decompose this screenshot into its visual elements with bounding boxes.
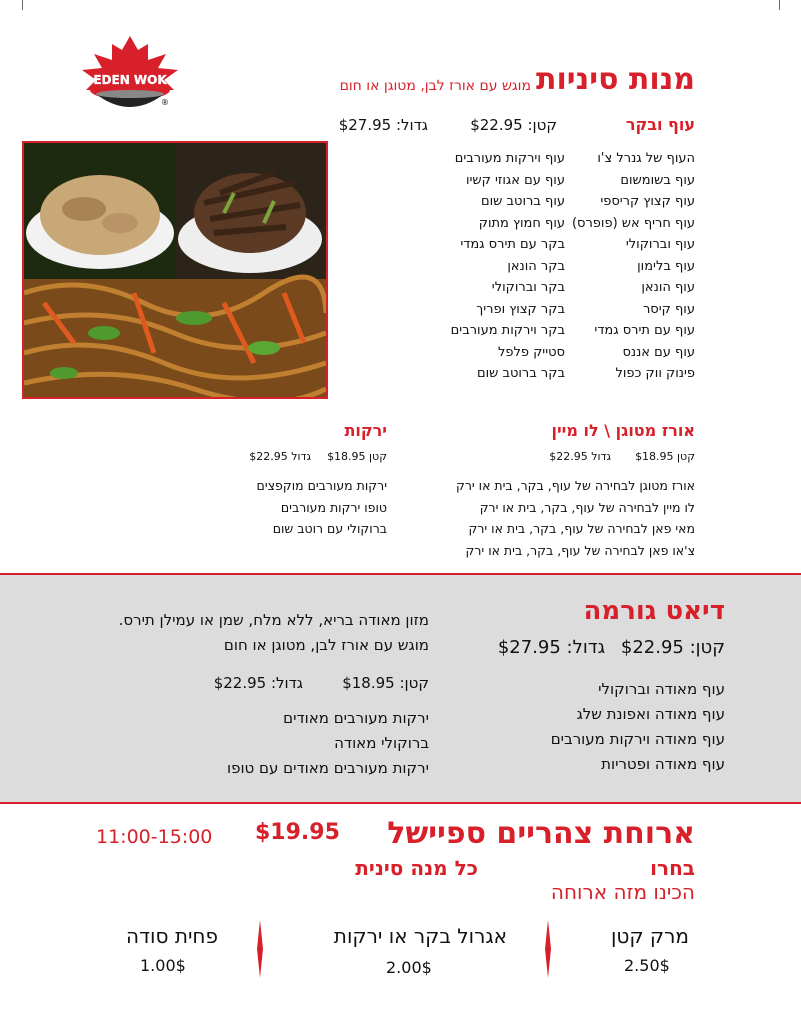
dish-item: עוף בשומשום (620, 172, 695, 188)
lunch-price: $19.95 (255, 820, 340, 845)
fried-rice-small-price: קטן $18.95 (635, 450, 695, 463)
dish-item: בקר וירקות מעורבים (450, 323, 565, 338)
dish-item: עוף עם תירס גמדי (594, 323, 695, 338)
dish-item: העוף של גנרל צ'ו (597, 151, 695, 166)
fried-rice-item: מאי פאן לבחירה של עוף, בקר, בית או ירק (468, 521, 695, 536)
divider-slash (545, 920, 551, 978)
chicken-beef-label: עוף ובקר (625, 115, 695, 134)
diet-veg-list (129, 706, 429, 781)
addon-eggroll-price: 2.00$ (386, 958, 432, 977)
addon-small-soup-price: 2.50$ (624, 956, 670, 975)
fried-rice-item: לו מיין לבחירה של עוף, בקר, בית או ירק (479, 499, 695, 515)
dish-item: עוף וירקות מעורבים (454, 151, 565, 166)
diet-item: עוף מאודה ופטריות (601, 755, 725, 773)
vegetable-item: ירקות מעורבים מוקפצים (256, 478, 387, 493)
lunch-make-meal: הכינו מזה ארוחה (550, 880, 695, 904)
dish-item: בקר עם תירס גמדי (460, 237, 565, 252)
logo-text: EDEN WOK (93, 73, 167, 87)
dish-item: עוף עם אננס (622, 344, 695, 360)
dish-item: פינוק ווק כפול (615, 366, 695, 381)
dish-item: עוף חמוץ מתוק (478, 215, 565, 231)
dish-item: בקר הונאן (507, 258, 565, 274)
chinese-dishes-subtitle: מוגש עם אורז לבן, מטוגן או חום (339, 78, 531, 94)
vegetable-item: ברוקולי עם רוטב שום (272, 521, 387, 536)
diet-description: מזון מאודה בריא, ללא מלח, שמן או עמילן תירס. (118, 611, 429, 629)
diet-veg-item: ירקות מעורבים מאודים (283, 709, 429, 727)
dish-item: עוף הונאן (641, 280, 695, 295)
fried-rice-item: צ'או פאן לבחירה של עוף, בקר, בית או ירק (465, 542, 695, 558)
diet-small-price: קטן: $22.95 (620, 637, 725, 658)
chicken-beef-large-price: גדול: $27.95 (338, 116, 428, 134)
vegetables-small-price: קטן $18.95 (327, 450, 387, 463)
diet-item: עוף מאודה ואפונת שלג (576, 705, 725, 723)
dish-list-left (375, 148, 565, 385)
diet-title: דיאט גורמה (583, 596, 725, 626)
registered-mark: ® (161, 98, 169, 107)
dish-item: בקר וברוקולי (491, 280, 565, 295)
diet-served-with: מוגש עם אורז לבן, מטוגן או חום (223, 636, 429, 654)
dish-item: בקר קצוץ ופריך (476, 301, 565, 317)
diet-list (485, 677, 725, 777)
lunch-any-dish: כל מנה סינית (355, 856, 478, 880)
crop-mark-right (779, 0, 780, 10)
fried-rice-title: אורז מטוגן \ לו מיין (551, 421, 695, 440)
diet-veg-item: ירקות מעורבים מאודים עם טופו (226, 759, 429, 777)
dish-item: עוף בלימון (637, 258, 695, 274)
eden-wok-logo (74, 36, 186, 116)
food-photo-collage (22, 141, 328, 399)
vegetables-large-price: גדול $22.95 (249, 450, 311, 463)
diet-item: עוף מאודה וירקות מעורבים (550, 730, 725, 748)
dish-item: עוף וברוקולי (625, 237, 695, 252)
vegetable-item: טופו ירקות מעורבים (280, 499, 387, 515)
lunch-special-title: ארוחת צהריים ספיישל (387, 816, 695, 851)
diet-large-price: גדול: $27.95 (497, 637, 605, 658)
dish-item: עוף חריף אש (פופרס) (571, 215, 695, 231)
divider-bottom (0, 802, 801, 804)
dish-item: עוף עם אגוזי קשיו (465, 172, 565, 188)
food-photo (24, 143, 326, 397)
vegetables-list (187, 475, 387, 540)
dish-item: עוף קצוץ קריספי (600, 194, 695, 209)
chicken-beef-small-price: קטן: $22.95 (470, 116, 557, 134)
dish-item: עוף ברוטב שום (481, 194, 565, 209)
dish-item: בקר ברוטב שום (476, 366, 565, 381)
diet-veg-large-price: גדול: $22.95 (213, 674, 303, 692)
divider-slash (257, 920, 263, 978)
vegetables-title: ירקות (344, 421, 387, 440)
addon-soda: פחית סודה (126, 924, 218, 948)
dish-item: סטייק פלפל (497, 344, 565, 360)
lunch-choose: בחרו (650, 856, 695, 880)
chinese-dishes-title: מנות סיניות (536, 62, 695, 97)
addon-soda-price: 1.00$ (140, 956, 186, 975)
addon-small-soup: מרק קטן (610, 924, 689, 948)
addon-eggroll: אגרול בקר או ירקות (333, 924, 507, 948)
diet-veg-small-price: קטן: $18.95 (342, 674, 429, 692)
fried-rice-item: אורז מטוגן לבחירה של עוף, בקר, בית או ירק (455, 478, 695, 493)
diet-item: עוף מאודה וברוקולי (598, 680, 725, 698)
dish-item: עוף קיסר (642, 301, 695, 317)
fried-rice-list (395, 475, 695, 561)
crop-mark-left (22, 0, 23, 10)
fried-rice-large-price: גדול $22.95 (549, 450, 611, 463)
diet-veg-item: ברוקולי מאודה (334, 734, 429, 752)
lunch-hours: 11:00-15:00 (96, 826, 213, 848)
